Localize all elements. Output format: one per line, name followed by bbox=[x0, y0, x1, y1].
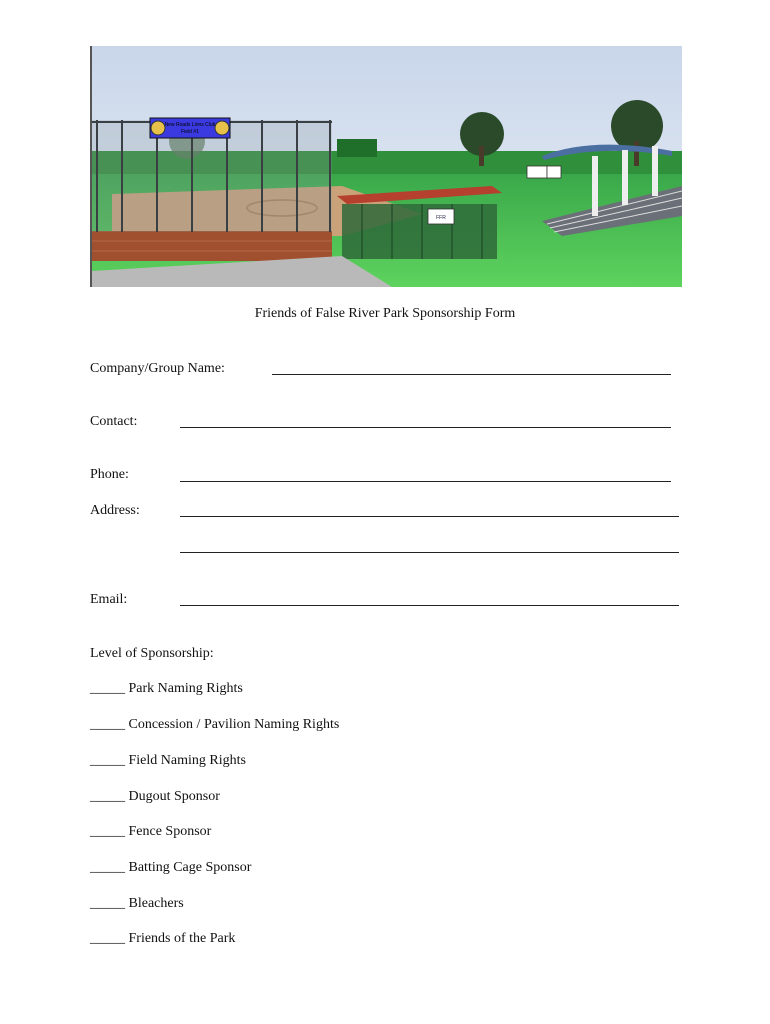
sponsorship-option[interactable] bbox=[90, 753, 246, 769]
option-label: Bleachers bbox=[128, 896, 184, 911]
email-field[interactable] bbox=[180, 605, 679, 606]
dugout-sign-text: FFR bbox=[436, 215, 446, 221]
sponsorship-option[interactable] bbox=[90, 860, 251, 876]
option-blank[interactable]: _____ bbox=[90, 717, 125, 732]
option-label: Field Naming Rights bbox=[128, 753, 246, 768]
sponsorship-level-heading: Level of Sponsorship: bbox=[90, 646, 214, 661]
ballpark-illustration bbox=[92, 46, 682, 287]
address-label: Address: bbox=[90, 503, 140, 518]
option-label: Park Naming Rights bbox=[128, 681, 243, 696]
company-name-label: Company/Group Name: bbox=[90, 361, 225, 376]
option-blank[interactable]: _____ bbox=[90, 896, 125, 911]
option-blank[interactable]: _____ bbox=[90, 860, 125, 875]
address-field-line1[interactable] bbox=[180, 516, 679, 517]
option-blank[interactable]: _____ bbox=[90, 931, 125, 946]
option-blank[interactable]: _____ bbox=[90, 753, 125, 768]
ballpark-rendering bbox=[90, 46, 682, 287]
option-label: Friends of the Park bbox=[128, 931, 236, 946]
sponsorship-option[interactable] bbox=[90, 681, 243, 697]
phone-label: Phone: bbox=[90, 467, 129, 482]
banner-text-line1: New Roads Lions Club bbox=[164, 122, 216, 128]
option-label: Dugout Sponsor bbox=[128, 789, 220, 804]
contact-label: Contact: bbox=[90, 414, 138, 429]
sponsorship-option[interactable] bbox=[90, 896, 184, 912]
option-label: Fence Sponsor bbox=[128, 824, 212, 839]
form-title: Friends of False River Park Sponsorship Form bbox=[254, 306, 516, 321]
sponsorship-option[interactable] bbox=[90, 789, 220, 805]
sponsorship-option[interactable] bbox=[90, 717, 339, 733]
email-label: Email: bbox=[90, 592, 128, 607]
option-blank[interactable]: _____ bbox=[90, 789, 125, 804]
option-blank[interactable]: _____ bbox=[90, 824, 125, 839]
option-label: Concession / Pavilion Naming Rights bbox=[128, 717, 340, 732]
sponsorship-option[interactable] bbox=[90, 931, 235, 947]
option-label: Batting Cage Sponsor bbox=[128, 860, 252, 875]
contact-field[interactable] bbox=[180, 427, 671, 428]
sponsorship-option[interactable] bbox=[90, 824, 211, 840]
phone-field[interactable] bbox=[180, 481, 671, 482]
option-blank[interactable]: _____ bbox=[90, 681, 125, 696]
company-name-field[interactable] bbox=[272, 374, 671, 375]
address-field-line2[interactable] bbox=[180, 552, 679, 553]
banner-text-line2: Field #1 bbox=[181, 129, 199, 135]
